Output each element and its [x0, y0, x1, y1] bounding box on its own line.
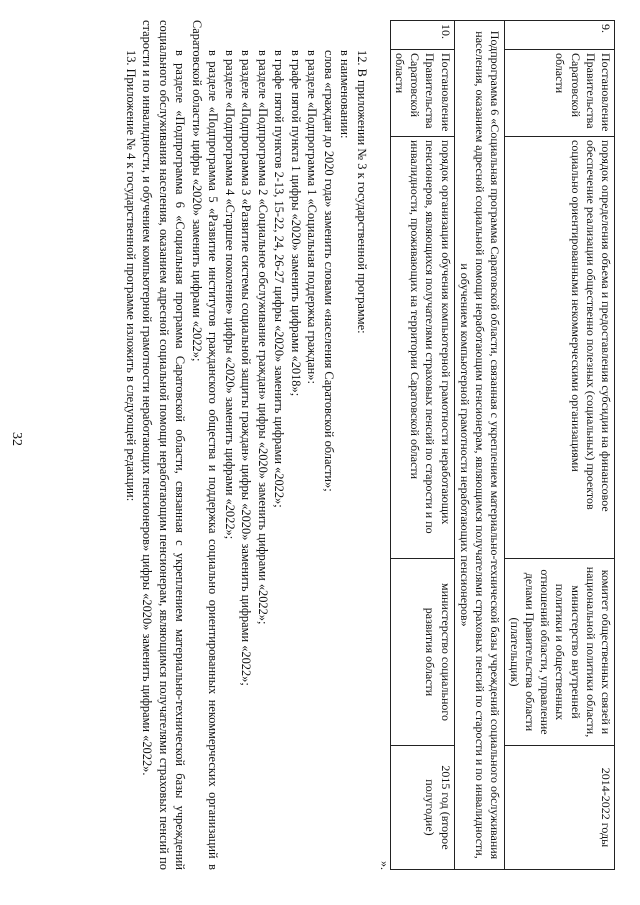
paragraph: в разделе «Подпрограмма 5 «Развитие институтов гражданского общества и поддержка социально ориентированных некоммерческих организаций в Саратовской области» цифры «2020» заменить цифрами «2022»; [189, 20, 221, 870]
paragraph: в разделе «Подпрограмма 3 «Развитие системы социальной защиты граждан» цифры «2020» заменить цифрами «2022»; [239, 50, 254, 686]
paragraph: слова «граждан до 2020 года» заменить словами «населения Саратовской области»; [321, 50, 336, 492]
paragraph: 13. Приложение № 4 к государственной программе изложить в следующей редакции: [123, 50, 138, 502]
implementation-term: 2014-2022 годы [505, 746, 615, 870]
responsible-executor: комитет общественных связей и национальной политики области, министерство внутренней политики и общественных отношений области, управление делами Правительства области (плательщик) [505, 559, 615, 746]
rotated-document-content [75, 20, 615, 870]
paragraph: в разделе «Подпрограмма 2 «Социальное обслуживание граждан» цифры «2020» заменить цифрами «2022»; [255, 50, 270, 625]
implementation-term: 2015 год (второе полугодие) [390, 746, 454, 870]
document-body [122, 20, 370, 870]
measures-table [390, 20, 615, 870]
responsible-executor: министерство социального развития области [390, 559, 454, 746]
document-type: Постановление Правительства Саратовской области [505, 50, 615, 137]
paragraph: в разделе «Подпрограмма 1 «Социальная поддержка граждан»: [305, 50, 320, 384]
table-row [454, 21, 505, 870]
paragraph: в разделе «Подпрограмма 4 «Старшее поколение» цифры «2020» заменить цифрами «2022»; [222, 50, 237, 540]
paragraph: в наименовании: [338, 50, 353, 139]
paragraph: 12. В приложении № 3 к государственной программе: [354, 50, 369, 334]
table-row [390, 21, 454, 870]
paragraph: в разделе «Подпрограмма 6 «Социальная программа Саратовской области, связанная с укреплением материально-технической базы учреждений социального обслуживания населения, оказанием адресной социальной помощи неработающим пенсионерам, являющимся получателями страховых пенсий по старости и по инвалидности, и обучением компьютерной грамотности неработающих пенсионеров» цифры «2020» заменить цифрами «2022». [140, 20, 188, 870]
subprogram-heading: Подпрограмма 6 «Социальная программа Саратовской области, связанная с укреплением материально-технической базы учреждений социального обслуживания населения, оказанием адресной социальной помощи неработающим пенсионерам, являющимся получателями страховых пенсий по старости и по инвалидности, и обучением компьютерной грамотности неработающих пенсионеров» [454, 21, 505, 870]
paragraph: в графе пятой пункта 1 цифры «2020» заменить цифрами «2018»; [288, 50, 303, 397]
row-number: 10. [390, 21, 454, 50]
page-number: 32 [9, 432, 24, 446]
document-description: порядок определения объема и предоставления субсидии на финансовое обеспечение реализации общественно полезных (социальных) проектов социально ориентированными некоммерческими организациями [505, 137, 615, 559]
closing-quote: ». [377, 861, 392, 870]
paragraph: в графе пятой пунктов 2-13, 15-22, 24, 26-27 цифры «2020» заменить цифрами «2022»; [272, 50, 287, 508]
table-row [505, 21, 615, 870]
row-number: 9. [505, 21, 615, 50]
document-type: Постановление Правительства Саратовской области [390, 50, 454, 137]
document-description: порядок организации обучения компьютерной грамотности неработающих пенсионеров, являющихся получателями страховых пенсий по старости и по инвалидности, проживающих на территории Саратовской области [390, 137, 454, 559]
